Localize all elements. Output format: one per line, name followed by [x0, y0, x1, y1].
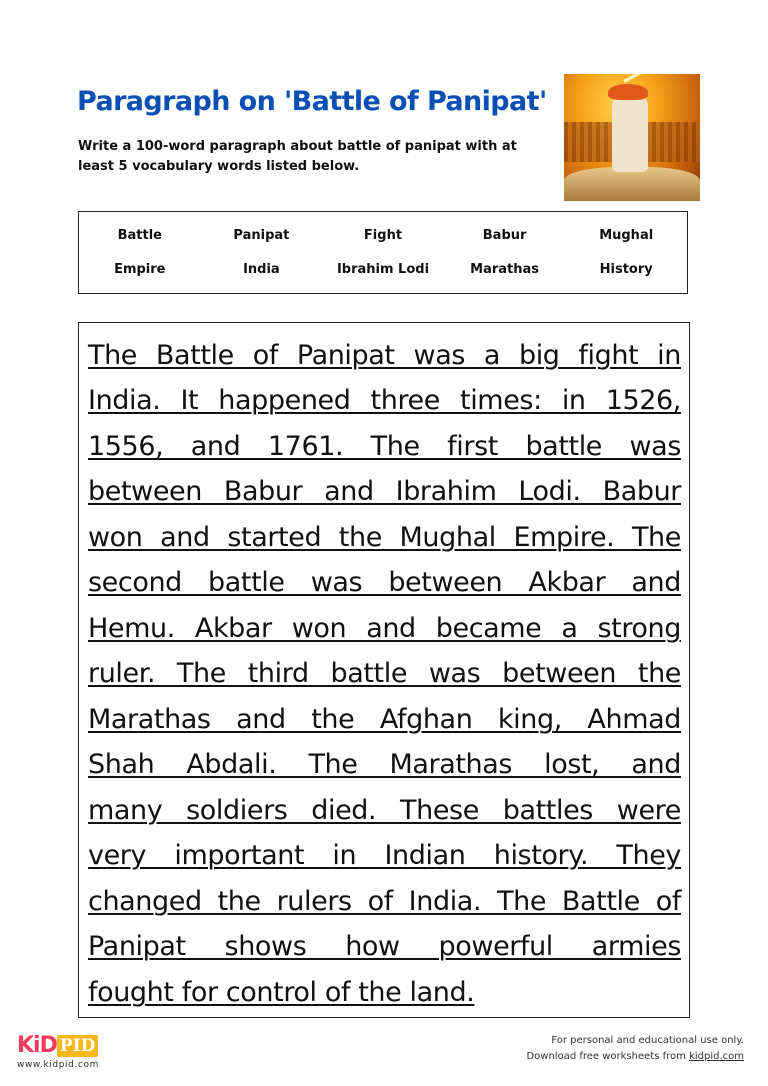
warrior-graphic	[612, 92, 648, 172]
horse-graphic	[564, 167, 700, 201]
paragraph-line: Panipat shows how powerful armies	[88, 931, 681, 962]
paragraph-line: very important in Indian history. They	[88, 840, 681, 871]
kidpid-link[interactable]: kidpid.com	[689, 1051, 744, 1062]
paragraph-line: ruler. The third battle was between the	[88, 658, 681, 689]
vocab-word: Panipat	[233, 228, 290, 243]
vocabulary-box	[78, 211, 688, 294]
turban-graphic	[608, 84, 648, 100]
vocab-word: Mughal	[599, 228, 654, 243]
vocab-word: India	[243, 262, 280, 277]
paragraph-line: 1556, and 1761. The first battle was	[88, 431, 681, 462]
download-notice-prefix: Download free worksheets from	[526, 1051, 690, 1062]
paragraph-line: between Babur and Ibrahim Lodi. Babur	[88, 476, 681, 507]
logo-url: www.kidpid.com	[17, 1060, 99, 1070]
paragraph-line: won and started the Mughal Empire. The	[88, 522, 681, 553]
paragraph-line: India. It happened three times: in 1526,	[88, 385, 681, 416]
vocabulary-grid	[79, 226, 687, 280]
vocab-word: Empire	[114, 262, 166, 277]
paragraph-line: many soldiers died. These battles were	[88, 795, 681, 826]
logo-pid-badge: PID	[57, 1035, 98, 1057]
paragraph-line: The Battle of Panipat was a big fight in	[88, 340, 681, 371]
download-notice	[526, 1049, 744, 1065]
paragraph-line: fought for control of the land.	[88, 977, 475, 1008]
footer-notice	[526, 1033, 744, 1065]
kidpid-logo[interactable]	[17, 1033, 99, 1070]
instructions: Write a 100-word paragraph about battle of panipat with at least 5 vocabulary words listed below.	[78, 139, 517, 174]
vocab-word: Babur	[482, 228, 527, 243]
sword-graphic	[623, 74, 686, 83]
paragraph-line: Marathas and the Afghan king, Ahmad	[88, 704, 681, 735]
worksheet-title: Paragraph on 'Battle of Panipat'	[77, 86, 547, 117]
paragraph-line: second battle was between Akbar and	[88, 567, 681, 598]
vocab-word: Fight	[363, 228, 403, 243]
logo-kid-text: KiD	[17, 1033, 57, 1058]
usage-notice: For personal and educational use only.	[551, 1035, 744, 1046]
vocab-word: Battle	[117, 228, 162, 243]
vocab-word: Ibrahim Lodi	[336, 262, 430, 277]
vocab-word: History	[599, 262, 653, 277]
paragraph-box	[78, 322, 690, 1018]
paragraph-line: changed the rulers of India. The Battle of	[88, 886, 681, 917]
paragraph-line: Hemu. Akbar won and became a strong	[88, 613, 681, 644]
paragraph-line: Shah Abdali. The Marathas lost, and	[88, 749, 681, 780]
vocab-word: Marathas	[470, 262, 540, 277]
battle-illustration	[564, 74, 700, 201]
